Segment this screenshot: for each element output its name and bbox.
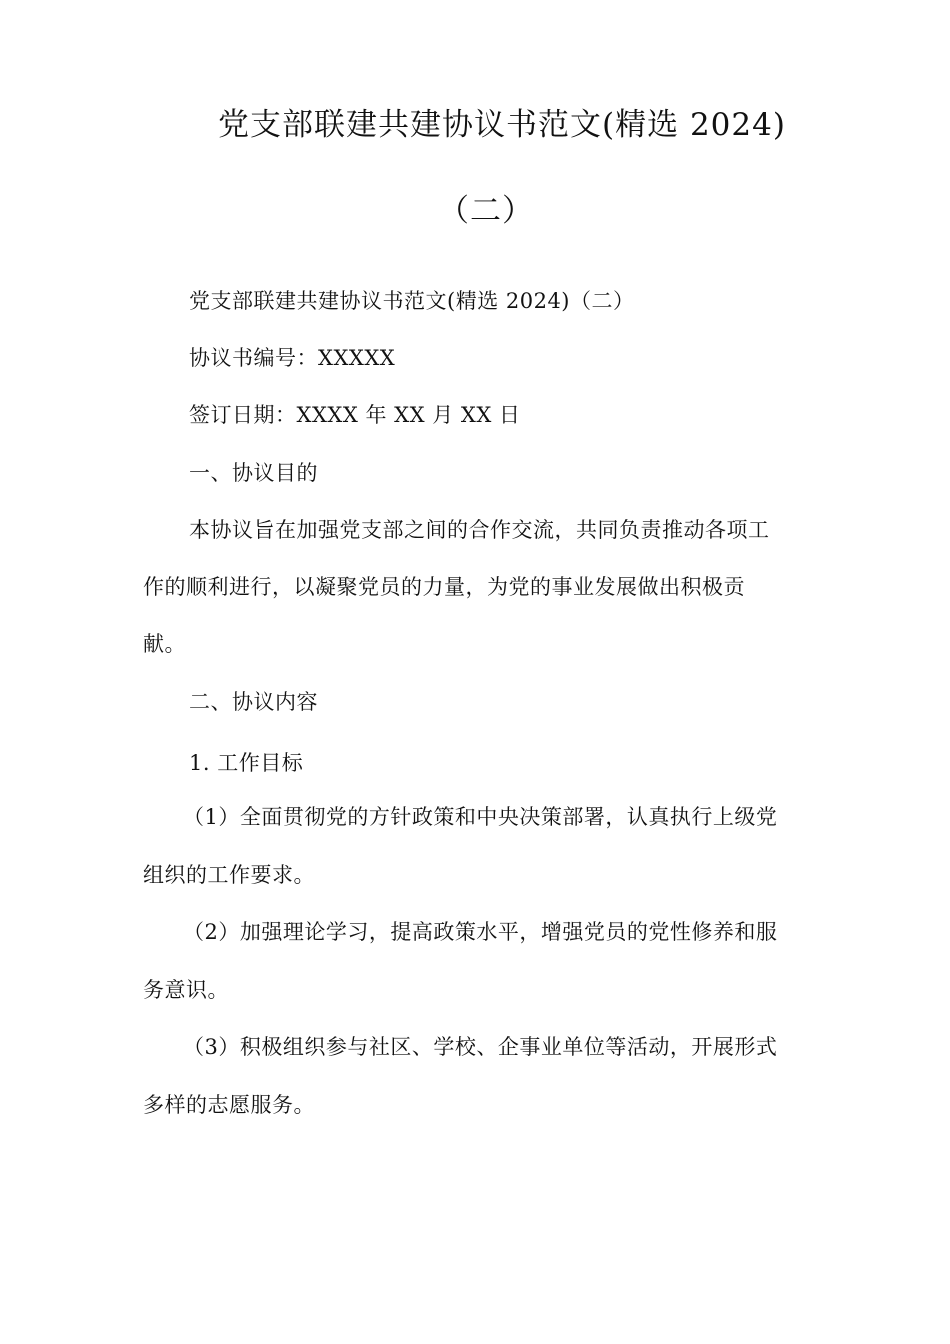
goal-item-2-cont: 务意识。 [143,978,229,1002]
paragraph-line: 作的顺利进行，以凝聚党员的力量，为党的事业发展做出积极贡 [143,575,745,599]
document-subtitle: 党支部联建共建协议书范文(精选 2024)（二） [189,289,635,313]
goal-item-3: （3）积极组织参与社区、学校、企事业单位等活动，开展形式 [183,1035,778,1059]
document-title: 党支部联建共建协议书范文(精选 2024) [218,107,786,143]
goal-item-1: （1）全面贯彻党的方针政策和中央决策部署，认真执行上级党 [183,805,778,829]
paragraph-line: 本协议旨在加强党支部之间的合作交流，共同负责推动各项工 [189,518,770,542]
section-heading-content: 二、协议内容 [189,690,318,714]
agreement-number: 协议书编号：XXXXX [189,346,396,370]
goal-item-3-cont: 多样的志愿服务。 [143,1093,315,1117]
document-title-part: （二） [438,193,534,229]
item-heading-goals: 1. 工作目标 [189,751,304,775]
signing-date: 签订日期：XXXX 年 XX 月 XX 日 [189,403,521,427]
goal-item-1-cont: 组织的工作要求。 [143,863,315,887]
paragraph-line: 献。 [143,632,186,656]
goal-item-2: （2）加强理论学习，提高政策水平，增强党员的党性修养和服 [183,920,778,944]
section-heading-purpose: 一、协议目的 [189,461,318,485]
